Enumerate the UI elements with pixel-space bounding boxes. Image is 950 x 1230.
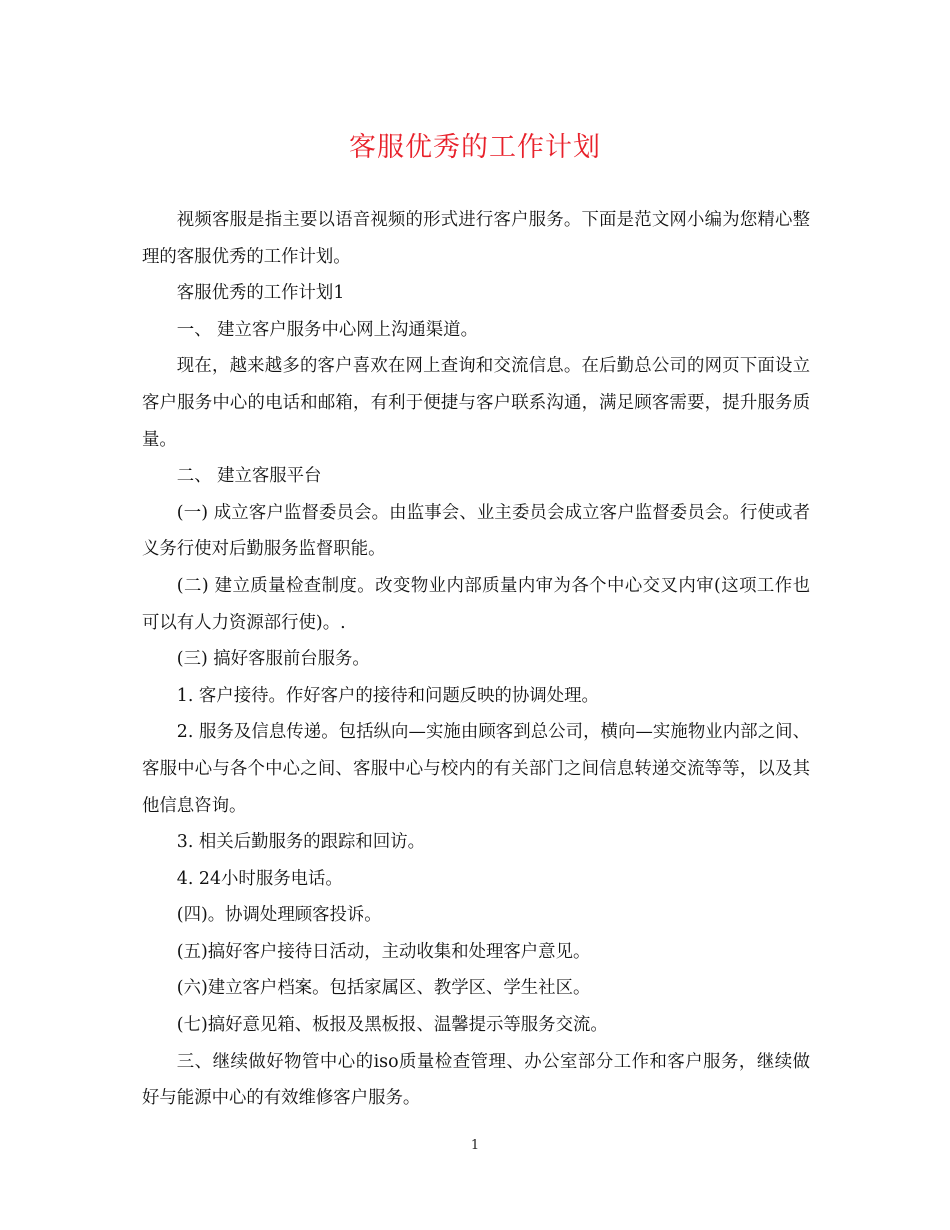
document-title: 客服优秀的工作计划 <box>349 132 601 163</box>
section-heading-2: 二、 建立客服平台 <box>176 466 322 487</box>
paragraph-intro: 视频客服是指主要以语音视频的形式进行客户服务。下面是范文网小编为您精心整理的客服优秀的工作计划。 <box>142 210 810 267</box>
paragraph-item-4: (四)。协调处理顾客投诉。 <box>176 905 382 926</box>
paragraph-item-6: (六)建立客户档案。包括家属区、教学区、学生社区。 <box>176 978 591 999</box>
list-item: 4. 24小时服务电话。 <box>176 868 343 889</box>
list-item: 1. 客户接待。作好客户的接待和问题反映的协调处理。 <box>176 685 599 706</box>
paragraph-item-1: (一) 成立客户监督委员会。由监事会、业主委员会成立客户监督委员会。行使或者义务行使对后勤服务监督职能。 <box>142 502 810 560</box>
list-item: 2. 服务及信息传递。包括纵向—实施由顾客到总公司，横向—实施物业内部之间、客服中心与各个中心之间、客服中心与校内的有关部门之间信息转递交流等等，以及其他信息咨询。 <box>142 722 810 816</box>
paragraph-item-5: (五)搞好客户接待日活动，主动收集和处理客户意见。 <box>176 941 591 962</box>
section-heading-1: 一、 建立客户服务中心网上沟通渠道。 <box>176 319 478 340</box>
paragraph-item-2: (二) 建立质量检查制度。改变物业内部质量内审为各个中心交叉内审(这项工作也可以有人力资源部行使)。. <box>142 575 810 633</box>
document-body <box>142 202 810 1117</box>
paragraph-item-7: (七)搞好意见箱、板报及黑板报、温馨提示等服务交流。 <box>176 1015 608 1036</box>
list-item: 3. 相关后勤服务的跟踪和回访。 <box>176 832 425 853</box>
paragraph-item-3: (三) 搞好客服前台服务。 <box>176 649 370 670</box>
section-heading-3: 三、继续做好物管中心的iso质量检查管理、办公室部分工作和客户服务，继续做好与能源中心的有效维修客户服务。 <box>142 1051 810 1109</box>
paragraph-online-channel: 现在，越来越多的客户喜欢在网上查询和交流信息。在后勤总公司的网页下面设立客户服务中心的电话和邮箱，有利于便捷与客户联系沟通，满足顾客需要，提升服务质量。 <box>142 356 810 450</box>
page-number: 1 <box>470 1138 480 1153</box>
section-heading-plan-1: 客服优秀的工作计划1 <box>176 283 345 304</box>
